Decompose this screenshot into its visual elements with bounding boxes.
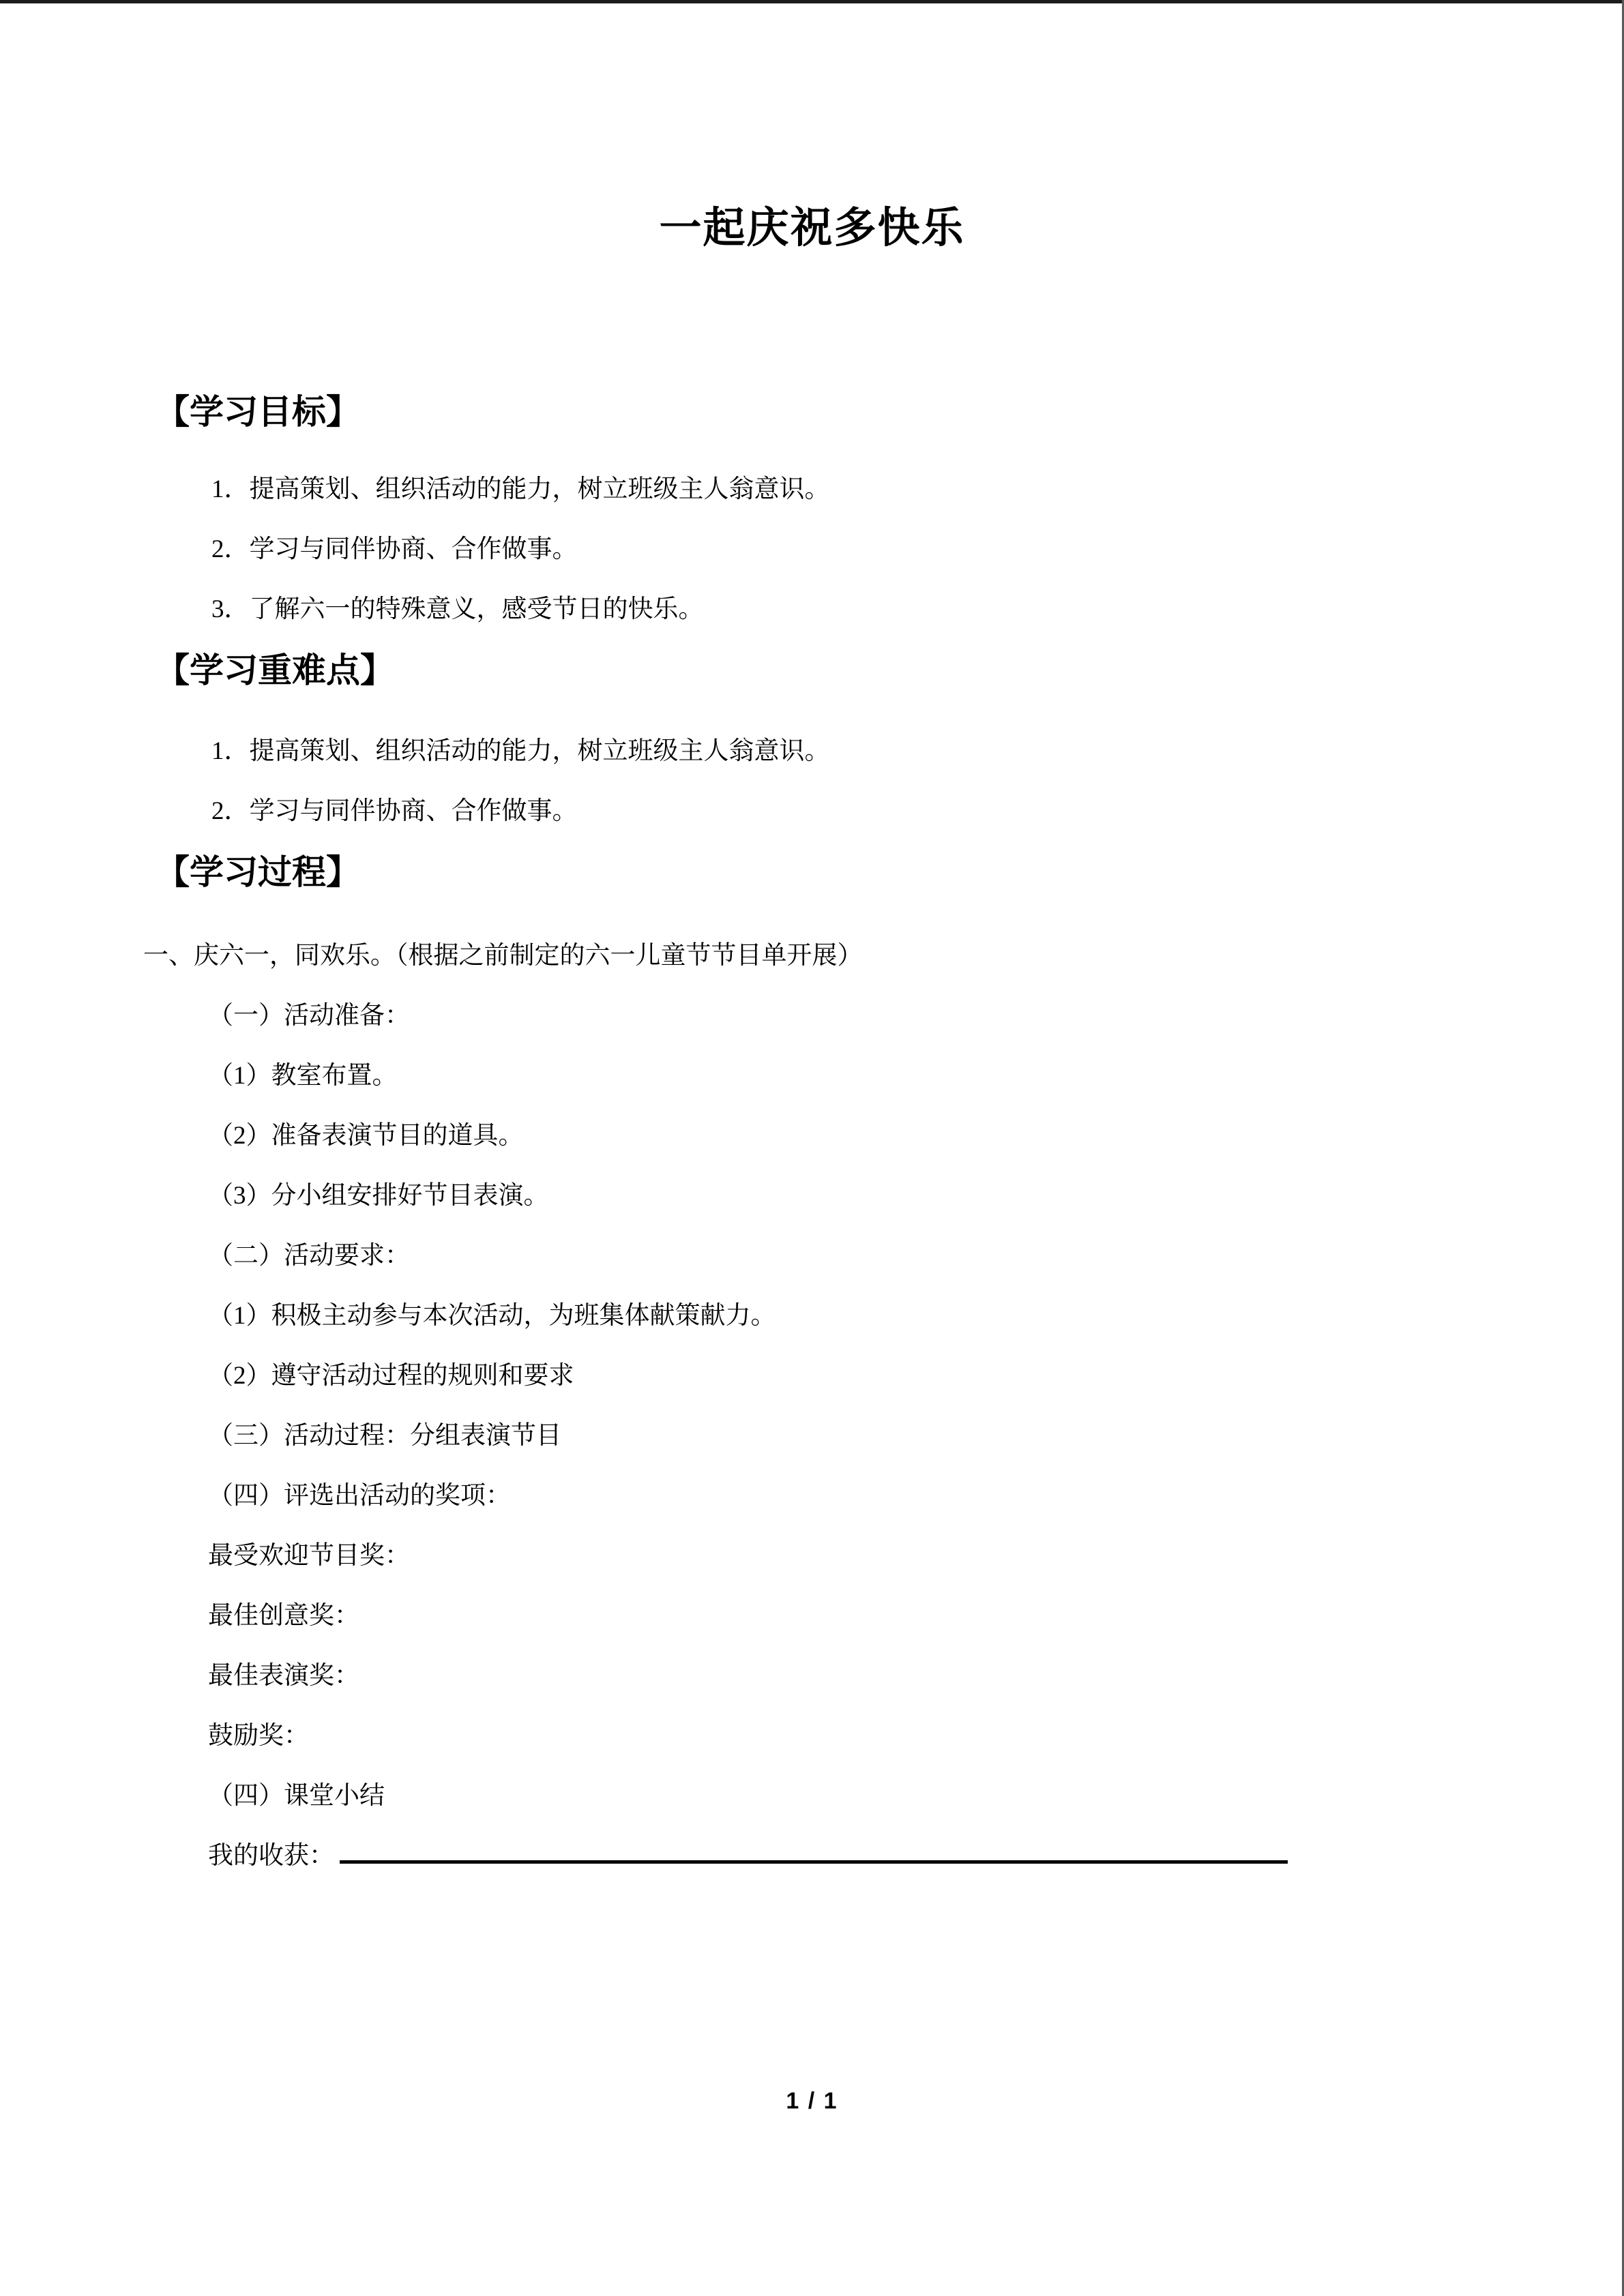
- award-line: 最受欢迎节目奖：: [208, 1542, 410, 1570]
- goal-item: 2．学习与同伴协商、合作做事。: [211, 535, 578, 563]
- award-line: 鼓励奖：: [208, 1722, 309, 1750]
- harvest-line: [208, 1826, 1624, 1886]
- process-line: （1）教室布置。: [208, 1062, 398, 1090]
- process-block: [0, 926, 1624, 1886]
- key-point-item: 2．学习与同伴协商、合作做事。: [211, 797, 578, 825]
- key-points-list: [0, 721, 1624, 841]
- page-number: 1 / 1: [786, 2088, 838, 2114]
- process-line: （一）活动准备：: [208, 1002, 410, 1030]
- harvest-label: 我的收获：: [208, 1842, 334, 1870]
- process-line: （3）分小组安排好节目表演。: [208, 1182, 549, 1210]
- key-point-item: 1．提高策划、组织活动的能力，树立班级主人翁意识。: [211, 737, 830, 765]
- section-heading-key-points: 【学习重难点】: [156, 651, 394, 689]
- award-line: 最佳表演奖：: [208, 1662, 359, 1690]
- process-line: （三）活动过程：分组表演节目: [208, 1422, 561, 1450]
- process-line: （四）课堂小结: [208, 1782, 385, 1810]
- goal-item: 3．了解六一的特殊意义，感受节日的快乐。: [211, 595, 704, 623]
- process-line: （二）活动要求：: [208, 1242, 410, 1270]
- process-line: （四）评选出活动的奖项：: [208, 1482, 511, 1510]
- answer-blank-line: [340, 1833, 1288, 1864]
- process-line: （1）积极主动参与本次活动，为班集体献策献力。: [208, 1302, 776, 1330]
- award-line: 最佳创意奖：: [208, 1602, 359, 1630]
- goal-item: 1．提高策划、组织活动的能力，树立班级主人翁意识。: [211, 475, 830, 503]
- section-heading-process: 【学习过程】: [156, 853, 360, 891]
- process-line: （2）遵守活动过程的规则和要求: [208, 1362, 574, 1390]
- process-intro-line: 一、庆六一，同欢乐。（根据之前制定的六一儿童节节目单开展）: [143, 942, 863, 970]
- goals-list: [0, 460, 1624, 640]
- section-heading-goals: 【学习目标】: [156, 393, 360, 431]
- process-line: （2）准备表演节目的道具。: [208, 1122, 524, 1150]
- page-top-edge: [0, 0, 1624, 3]
- document-title: 一起庆祝多快乐: [659, 205, 965, 252]
